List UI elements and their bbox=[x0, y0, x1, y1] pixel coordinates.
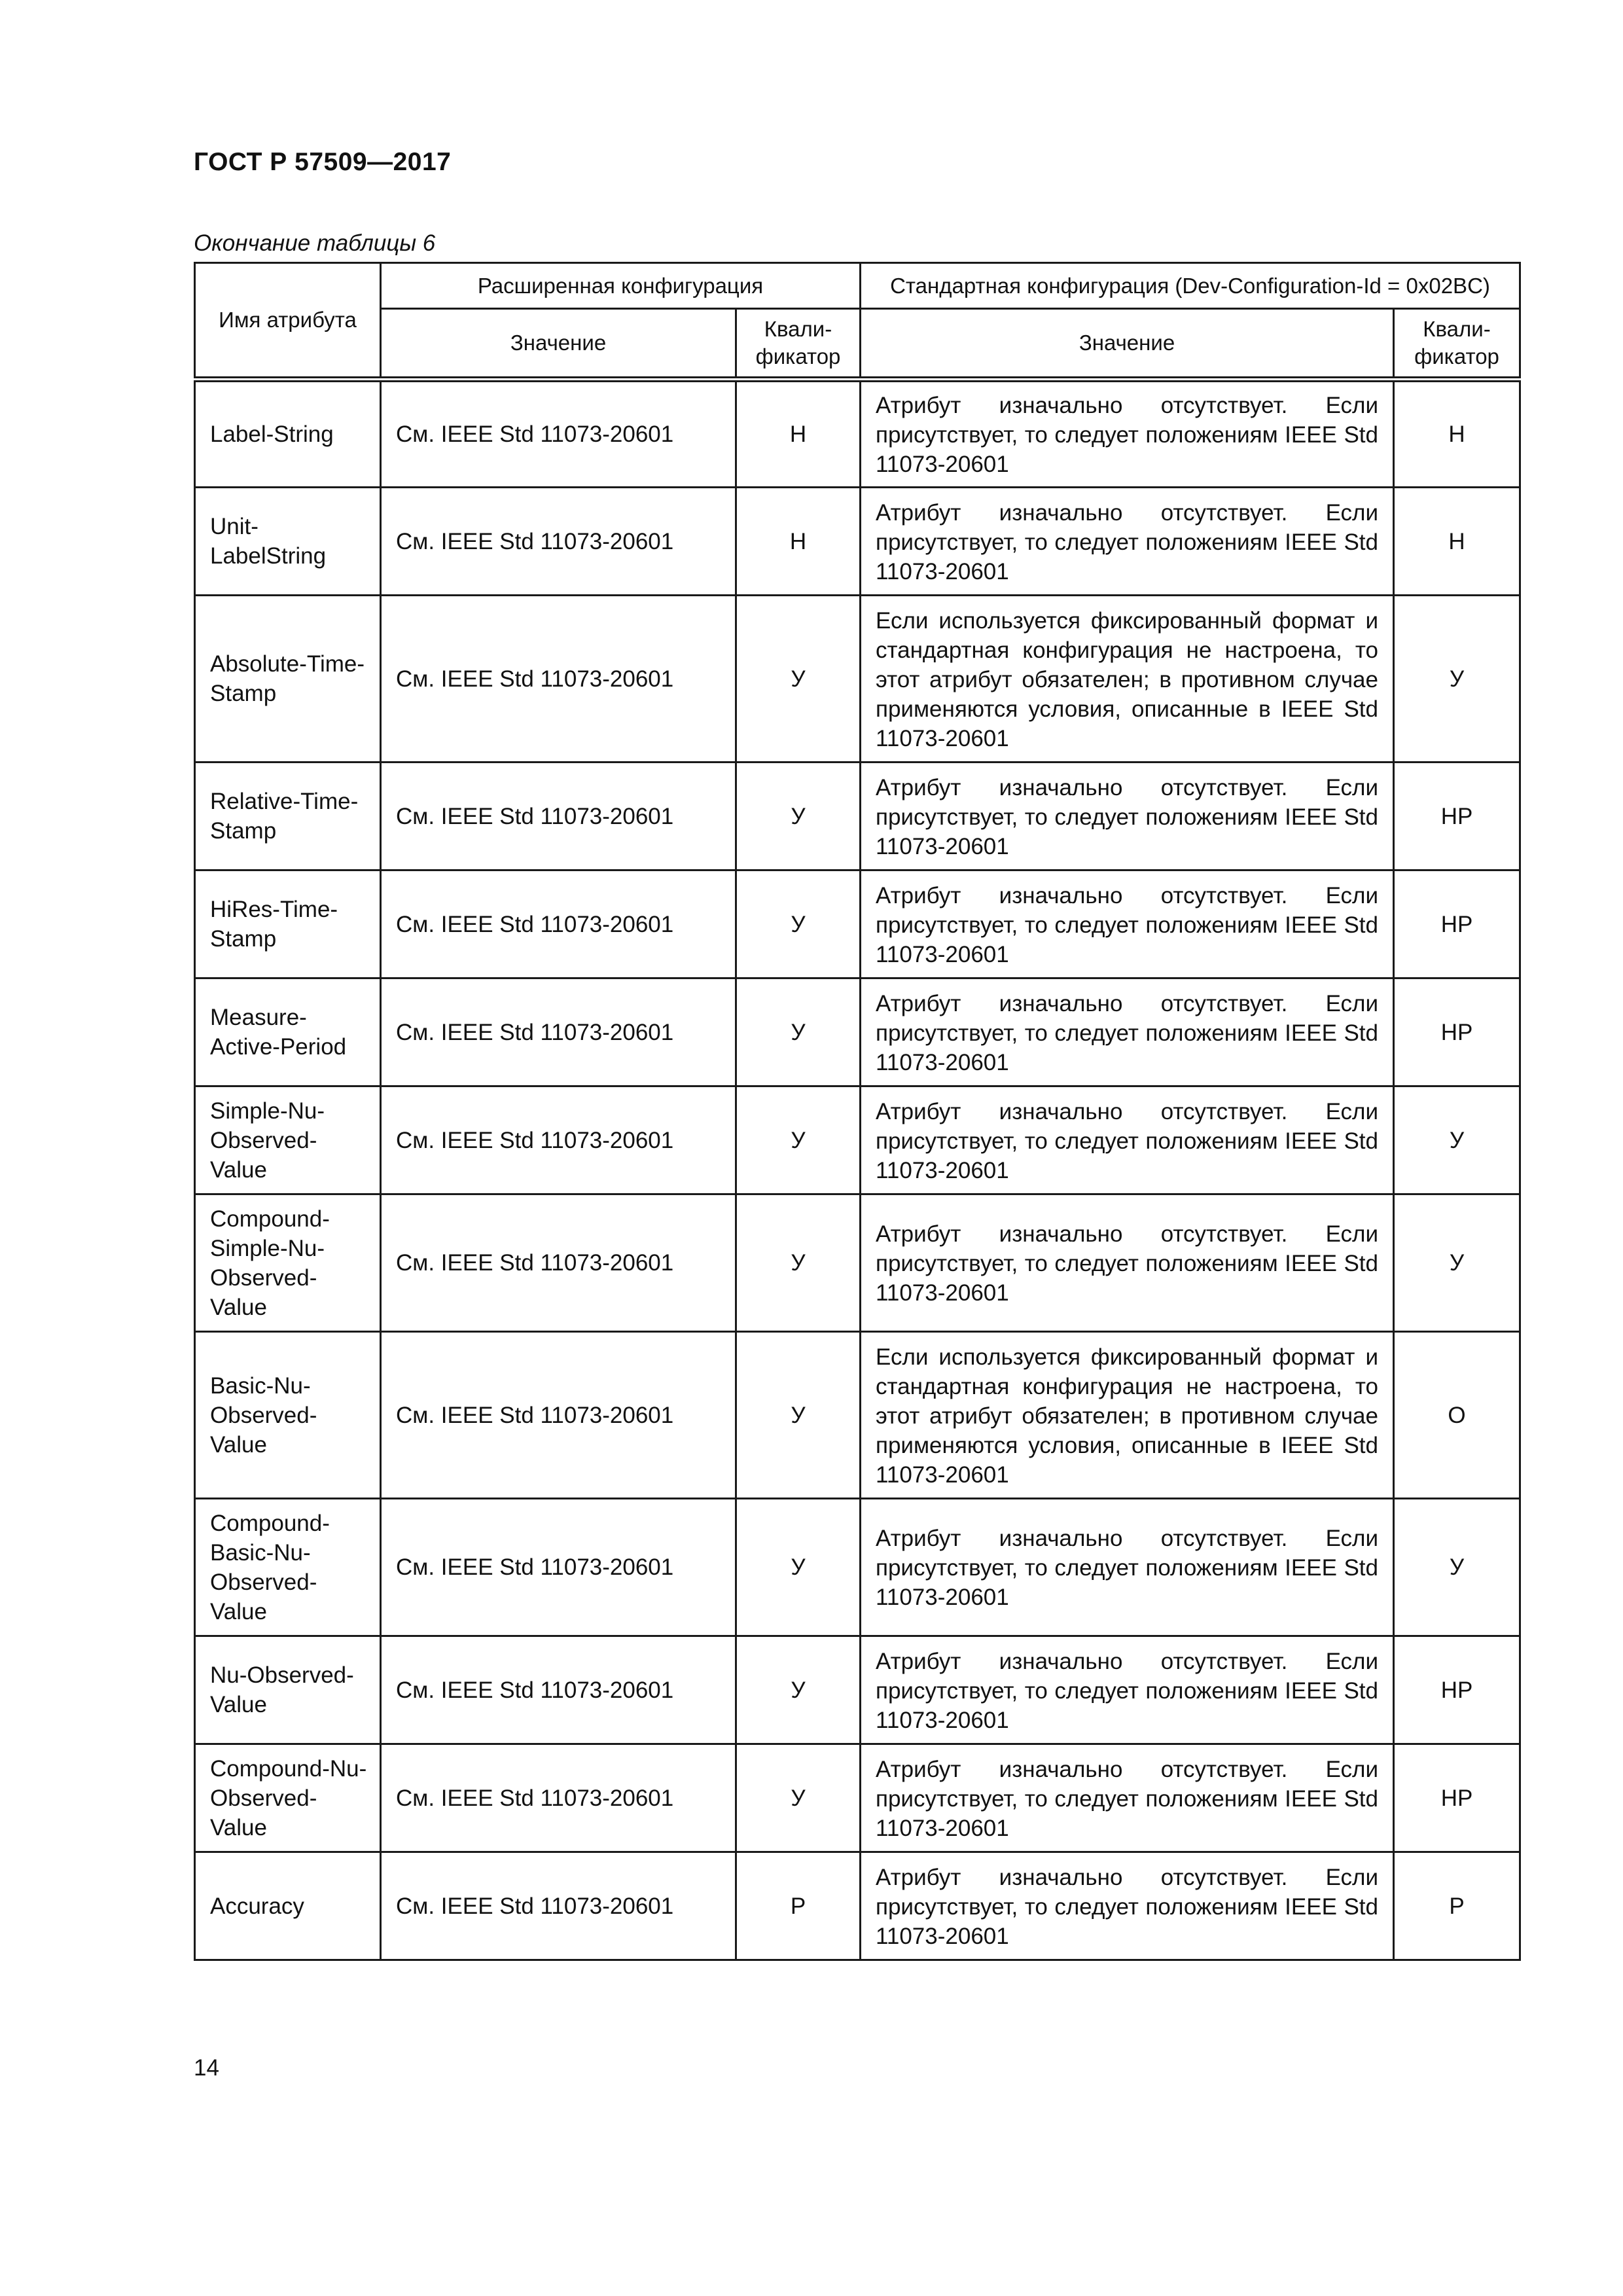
attribute-name-cell: Unit-LabelString bbox=[195, 488, 381, 596]
table-row bbox=[195, 870, 1520, 978]
attribute-name-cell: Basic-Nu-Observed-Value bbox=[195, 1332, 381, 1499]
extended-value-cell: См. IEEE Std 11073-20601 bbox=[381, 1499, 736, 1636]
table-row bbox=[195, 488, 1520, 596]
attribute-name-cell: Compound-Nu-Observed-Value bbox=[195, 1744, 381, 1852]
table-row bbox=[195, 978, 1520, 1086]
header-row-2 bbox=[195, 309, 1520, 380]
table-row bbox=[195, 1852, 1520, 1960]
standard-value-cell: Атрибут изначально отсутствует. Если присутствует, то следует положениям IEEE Std 11073-20601 bbox=[861, 1636, 1394, 1744]
standard-value-cell: Атрибут изначально отсутствует. Если присутствует, то следует положениям IEEE Std 11073-20601 bbox=[861, 1852, 1394, 1960]
extended-qualifier-cell: У bbox=[736, 762, 861, 870]
table-row bbox=[195, 762, 1520, 870]
extended-value-cell: См. IEEE Std 11073-20601 bbox=[381, 1332, 736, 1499]
header-row-1 bbox=[195, 263, 1520, 309]
extended-qualifier-cell: У bbox=[736, 1636, 861, 1744]
extended-qualifier-cell: Н bbox=[736, 380, 861, 488]
extended-qualifier-cell: У bbox=[736, 596, 861, 762]
standard-value-cell: Если используется фиксированный формат и стандартная конфигурация не настроена, то этот атрибут обязателен; в противном случае применяются условия, описанные в IEEE Std 11073-20601 bbox=[861, 596, 1394, 762]
attribute-table bbox=[194, 262, 1521, 1961]
standard-qualifier-cell: НР bbox=[1394, 870, 1520, 978]
extended-qualifier-cell: Н bbox=[736, 488, 861, 596]
table-row bbox=[195, 1332, 1520, 1499]
table-header bbox=[195, 263, 1520, 380]
standard-qualifier-cell: У bbox=[1394, 596, 1520, 762]
standard-value-cell: Если используется фиксированный формат и стандартная конфигурация не настроена, то этот атрибут обязателен; в противном случае применяются условия, описанные в IEEE Std 11073-20601 bbox=[861, 1332, 1394, 1499]
page-number: 14 bbox=[194, 2055, 219, 2081]
standard-value-cell: Атрибут изначально отсутствует. Если присутствует, то следует положениям IEEE Std 11073-20601 bbox=[861, 380, 1394, 488]
header-std-qualifier: Квали- фикатор bbox=[1394, 309, 1520, 380]
table-row bbox=[195, 380, 1520, 488]
extended-value-cell: См. IEEE Std 11073-20601 bbox=[381, 978, 736, 1086]
standard-qualifier-cell: У bbox=[1394, 1194, 1520, 1332]
standard-qualifier-cell: НР bbox=[1394, 762, 1520, 870]
document-code: ГОСТ Р 57509—2017 bbox=[194, 148, 452, 176]
attribute-table-container bbox=[194, 262, 1519, 1961]
extended-value-cell: См. IEEE Std 11073-20601 bbox=[381, 762, 736, 870]
extended-value-cell: См. IEEE Std 11073-20601 bbox=[381, 1194, 736, 1332]
attribute-name-cell: Accuracy bbox=[195, 1852, 381, 1960]
header-attribute-name: Имя атрибута bbox=[195, 263, 381, 380]
standard-qualifier-cell: У bbox=[1394, 1086, 1520, 1194]
table-row bbox=[195, 596, 1520, 762]
extended-qualifier-cell: У bbox=[736, 1499, 861, 1636]
attribute-name-cell: Nu-Observed-Value bbox=[195, 1636, 381, 1744]
extended-qualifier-cell: У bbox=[736, 978, 861, 1086]
standard-qualifier-cell: О bbox=[1394, 1332, 1520, 1499]
extended-qualifier-cell: Р bbox=[736, 1852, 861, 1960]
attribute-name-cell: Compound-Simple-Nu-Observed-Value bbox=[195, 1194, 381, 1332]
standard-qualifier-cell: НР bbox=[1394, 1744, 1520, 1852]
extended-qualifier-cell: У bbox=[736, 1194, 861, 1332]
attribute-name-cell: Absolute-Time-Stamp bbox=[195, 596, 381, 762]
standard-qualifier-cell: Н bbox=[1394, 488, 1520, 596]
extended-value-cell: См. IEEE Std 11073-20601 bbox=[381, 1636, 736, 1744]
extended-qualifier-cell: У bbox=[736, 1086, 861, 1194]
attribute-name-cell: Relative-Time-Stamp bbox=[195, 762, 381, 870]
standard-value-cell: Атрибут изначально отсутствует. Если присутствует, то следует положениям IEEE Std 11073-20601 bbox=[861, 762, 1394, 870]
table-row bbox=[195, 1636, 1520, 1744]
standard-qualifier-cell: У bbox=[1394, 1499, 1520, 1636]
table-body bbox=[195, 380, 1520, 1960]
extended-value-cell: См. IEEE Std 11073-20601 bbox=[381, 1852, 736, 1960]
standard-value-cell: Атрибут изначально отсутствует. Если присутствует, то следует положениям IEEE Std 11073-20601 bbox=[861, 1194, 1394, 1332]
header-extended-config: Расширенная конфигурация bbox=[381, 263, 861, 309]
extended-qualifier-cell: У bbox=[736, 870, 861, 978]
extended-qualifier-cell: У bbox=[736, 1744, 861, 1852]
header-standard-config: Стандартная конфигурация (Dev-Configuration-Id = 0x02BC) bbox=[861, 263, 1520, 309]
table-caption: Окончание таблицы 6 bbox=[194, 230, 436, 256]
attribute-name-cell: Measure-Active-Period bbox=[195, 978, 381, 1086]
header-std-value: Значение bbox=[861, 309, 1394, 380]
standard-value-cell: Атрибут изначально отсутствует. Если присутствует, то следует положениям IEEE Std 11073-20601 bbox=[861, 978, 1394, 1086]
standard-value-cell: Атрибут изначально отсутствует. Если присутствует, то следует положениям IEEE Std 11073-20601 bbox=[861, 1499, 1394, 1636]
header-ext-qualifier: Квали- фикатор bbox=[736, 309, 861, 380]
extended-value-cell: См. IEEE Std 11073-20601 bbox=[381, 488, 736, 596]
extended-value-cell: См. IEEE Std 11073-20601 bbox=[381, 1744, 736, 1852]
table-row bbox=[195, 1499, 1520, 1636]
extended-value-cell: См. IEEE Std 11073-20601 bbox=[381, 1086, 736, 1194]
header-ext-value: Значение bbox=[381, 309, 736, 380]
standard-qualifier-cell: НР bbox=[1394, 978, 1520, 1086]
attribute-name-cell: Simple-Nu-Observed-Value bbox=[195, 1086, 381, 1194]
standard-qualifier-cell: Н bbox=[1394, 380, 1520, 488]
extended-value-cell: См. IEEE Std 11073-20601 bbox=[381, 380, 736, 488]
standard-qualifier-cell: НР bbox=[1394, 1636, 1520, 1744]
attribute-name-cell: HiRes-Time-Stamp bbox=[195, 870, 381, 978]
table-row bbox=[195, 1086, 1520, 1194]
table-row bbox=[195, 1744, 1520, 1852]
extended-value-cell: См. IEEE Std 11073-20601 bbox=[381, 870, 736, 978]
extended-value-cell: См. IEEE Std 11073-20601 bbox=[381, 596, 736, 762]
extended-qualifier-cell: У bbox=[736, 1332, 861, 1499]
standard-value-cell: Атрибут изначально отсутствует. Если присутствует, то следует положениям IEEE Std 11073-20601 bbox=[861, 1086, 1394, 1194]
table-row bbox=[195, 1194, 1520, 1332]
standard-qualifier-cell: Р bbox=[1394, 1852, 1520, 1960]
standard-value-cell: Атрибут изначально отсутствует. Если присутствует, то следует положениям IEEE Std 11073-20601 bbox=[861, 870, 1394, 978]
standard-value-cell: Атрибут изначально отсутствует. Если присутствует, то следует положениям IEEE Std 11073-20601 bbox=[861, 1744, 1394, 1852]
standard-value-cell: Атрибут изначально отсутствует. Если присутствует, то следует положениям IEEE Std 11073-20601 bbox=[861, 488, 1394, 596]
attribute-name-cell: Compound-Basic-Nu-Observed-Value bbox=[195, 1499, 381, 1636]
attribute-name-cell: Label-String bbox=[195, 380, 381, 488]
